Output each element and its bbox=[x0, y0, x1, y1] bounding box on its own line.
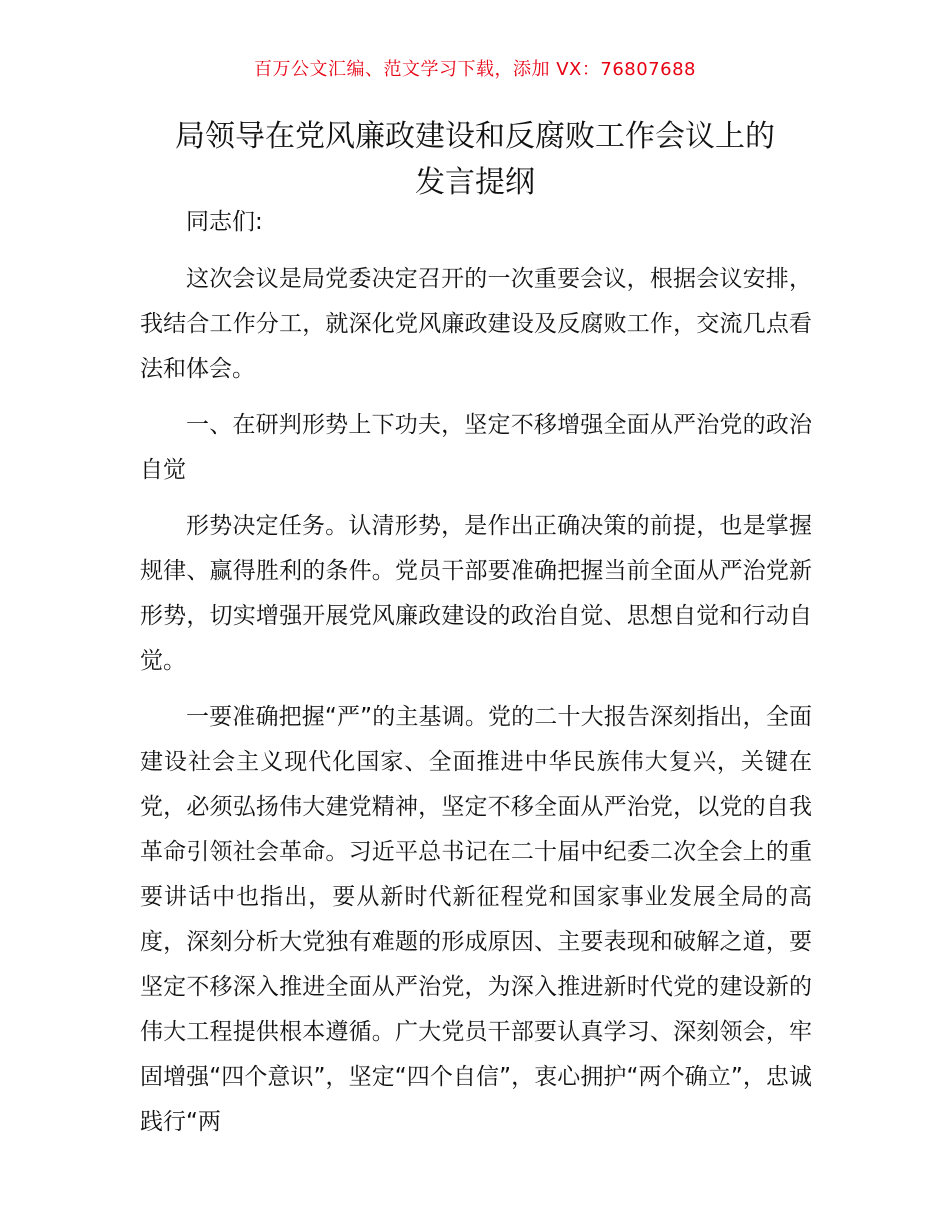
document-title bbox=[140, 114, 810, 206]
document-body bbox=[140, 200, 812, 1145]
paragraph-intro: 这次会议是局党委决定召开的一次重要会议，根据会议安排，我结合工作分工，就深化党风廉政建设及反腐败工作，交流几点看法和体会。 bbox=[140, 266, 812, 382]
document-title-line-2: 发言提纲 bbox=[415, 165, 535, 200]
watermark-banner: 百万公文汇编、范文学习下载，添加 VX：76807688 bbox=[254, 59, 696, 80]
salutation: 同志们: bbox=[186, 209, 263, 235]
document-title-line-1: 局领导在党风廉政建设和反腐败工作会议上的 bbox=[175, 119, 775, 154]
paragraph-point-1: 一要准确把握“严”的主基调。党的二十大报告深刻指出，全面建设社会主义现代化国家、全面推进中华民族伟大复兴，关键在党，必须弘扬伟大建党精神，坚定不移全面从严治党，以党的自我革命引领社会革命。习近平总书记在二十届中纪委二次全会上的重要讲话中也指出，要从新时代新征程党和国家事业发展全局的高度，深刻分析大党独有难题的形成原因、主要表现和破解之道，要坚定不移深入推进全面从严治党，为深入推进新时代党的建设新的伟大工程提供根本遵循。广大党员干部要认真学习、深刻领会，牢固增强“四个意识”，坚定“四个自信”，衷心拥护“两个确立”，忠诚践行“两 bbox=[140, 704, 812, 1135]
section-heading-1: 一、在研判形势上下功夫，坚定不移增强全面从严治党的政治自觉 bbox=[140, 412, 812, 483]
paragraph-situation: 形势决定任务。认清形势，是作出正确决策的前提，也是掌握规律、赢得胜利的条件。党员干部要准确把握当前全面从严治党新形势，切实增强开展党风廉政建设的政治自觉、思想自觉和行动自觉。 bbox=[140, 513, 812, 674]
